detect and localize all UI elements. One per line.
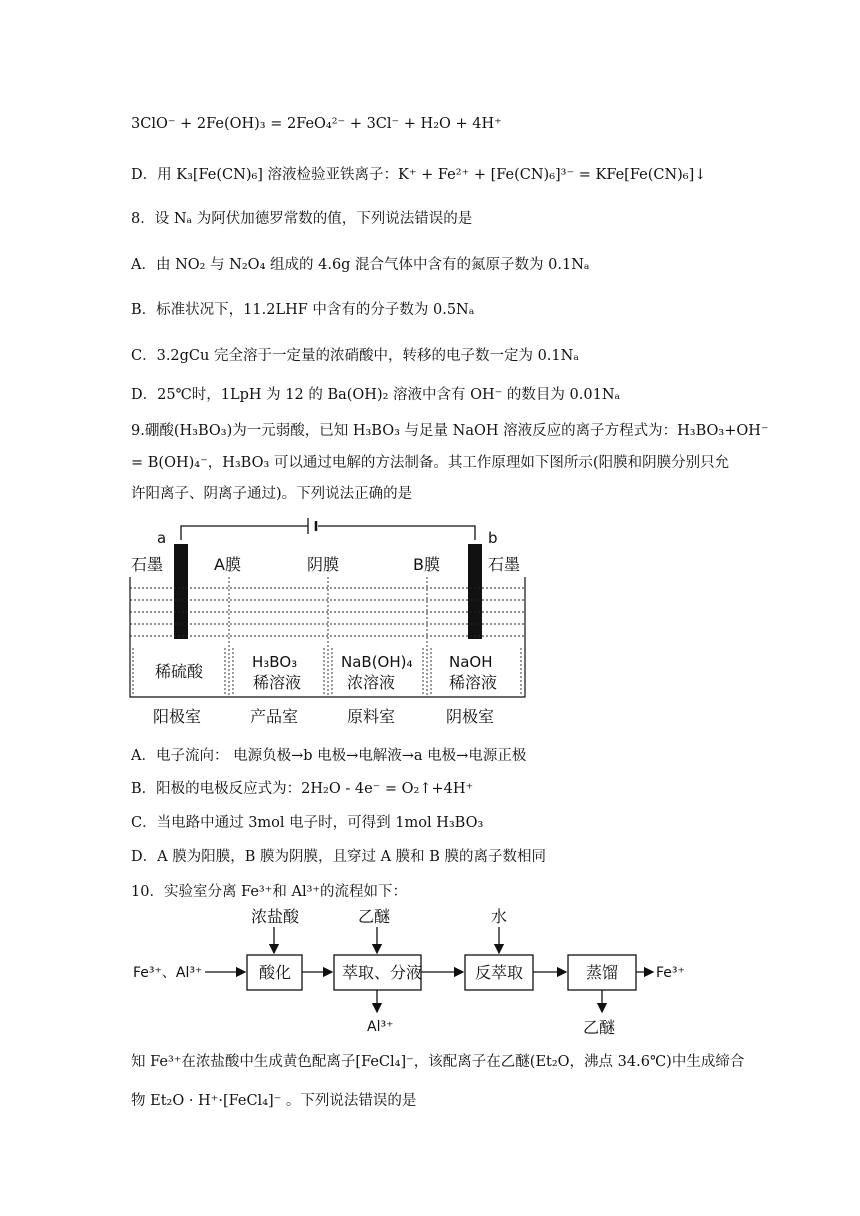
equation-top: 3ClO⁻ + 2Fe(OH)₃ = 2FeO₄²⁻ + 3Cl⁻ + H₂O + 4H⁺: [131, 116, 502, 132]
flow-input: Fe³⁺、Al³⁺: [133, 965, 203, 981]
q8-option-b: B．标准状况下，11.2LHF 中含有的分子数为 0.5Nₐ: [131, 302, 475, 318]
room-product: 产品室: [250, 707, 299, 726]
solution-feed-top: NaB(OH)₄: [341, 653, 413, 671]
solution-product-top: H₃BO₃: [252, 653, 298, 671]
room-cathode: 阴极室: [446, 707, 495, 726]
solution-anode: 稀硫酸: [155, 662, 204, 681]
q10-info-line1: 知 Fe³⁺在浓盐酸中生成黄色配离子[FeCl₄]⁻，该配离子在乙醚(Et₂O，沸点 34.6℃)中生成缔合: [131, 1054, 745, 1070]
membrane-yin-label: 阴膜: [307, 555, 340, 574]
q9-option-d: D．A 膜为阳膜，B 膜为阴膜，且穿过 A 膜和 B 膜的离子数相同: [131, 849, 547, 865]
electrolysis-cell-diagram: [125, 510, 530, 730]
flow-reagent-water: 水: [491, 907, 508, 926]
flow-reagent-ether: 乙醚: [358, 907, 391, 926]
solution-cathode-bottom: 稀溶液: [449, 673, 498, 692]
membrane-b-label: B膜: [413, 555, 440, 574]
q9-option-a: A．电子流向： 电源负极→b 电极→电解液→a 电极→电源正极: [131, 748, 527, 764]
q8-option-c: C．3.2gCu 完全溶于一定量的浓硝酸中，转移的电子数一定为 0.1Nₐ: [131, 348, 579, 364]
flow-output-fe: Fe³⁺: [656, 965, 685, 981]
solution-cathode-top: NaOH: [449, 653, 493, 671]
flow-reagent-hcl: 浓盐酸: [251, 907, 300, 926]
graphite-left-label: 石墨: [131, 555, 164, 574]
flow-step-extract: 萃取、分液: [342, 963, 423, 982]
flow-step-acidify: 酸化: [259, 963, 292, 982]
q8-stem: 8．设 Nₐ 为阿伏加德罗常数的值，下列说法错误的是: [131, 211, 473, 227]
flow-step-back-extract: 反萃取: [475, 963, 524, 982]
q9-stem-line1: 9.硼酸(H₃BO₃)为一元弱酸，已知 H₃BO₃ 与足量 NaOH 溶液反应的离子方程式为：H₃BO₃+OH⁻: [131, 423, 769, 439]
room-feed: 原料室: [347, 707, 396, 726]
q9-stem-line3: 许阳离子、阴离子通过)。下列说法正确的是: [131, 486, 413, 502]
flow-step-distill: 蒸馏: [586, 963, 619, 982]
q9-option-b: B．阳极的电极反应式为：2H₂O - 4e⁻ = O₂↑+4H⁺: [131, 781, 474, 797]
q7-option-d: D．用 K₃[Fe(CN)₆] 溶液检验亚铁离子：K⁺ + Fe²⁺ + [Fe(CN)₆]³⁻ = KFe[Fe(CN)₆]↓: [131, 167, 707, 183]
electrode-a-label: a: [157, 529, 167, 547]
membrane-a-label: A膜: [214, 555, 241, 574]
flow-output-ether: 乙醚: [583, 1018, 616, 1037]
separation-flowchart: [125, 905, 725, 1040]
room-anode: 阳极室: [153, 707, 202, 726]
q9-option-c: C．当电路中通过 3mol 电子时，可得到 1mol H₃BO₃: [131, 815, 484, 831]
electrode-b-label: b: [488, 529, 498, 547]
flow-output-al: Al³⁺: [367, 1019, 394, 1035]
graphite-right-label: 石墨: [488, 555, 521, 574]
q8-option-a: A．由 NO₂ 与 N₂O₄ 组成的 4.6g 混合气体中含有的氮原子数为 0.1Nₐ: [131, 257, 590, 273]
q8-option-d: D．25℃时，1LpH 为 12 的 Ba(OH)₂ 溶液中含有 OH⁻ 的数目为 0.01Nₐ: [131, 387, 621, 403]
q10-info-line2: 物 Et₂O · H⁺·[FeCl₄]⁻ 。下列说法错误的是: [131, 1093, 417, 1109]
solution-feed-bottom: 浓溶液: [347, 673, 396, 692]
solution-product-bottom: 稀溶液: [253, 673, 302, 692]
q9-stem-line2: = B(OH)₄⁻，H₃BO₃ 可以通过电解的方法制备。其工作原理如下图所示(阳膜和阴膜分别只允: [131, 455, 730, 471]
q10-stem: 10．实验室分离 Fe³⁺和 Al³⁺的流程如下：: [131, 884, 408, 900]
